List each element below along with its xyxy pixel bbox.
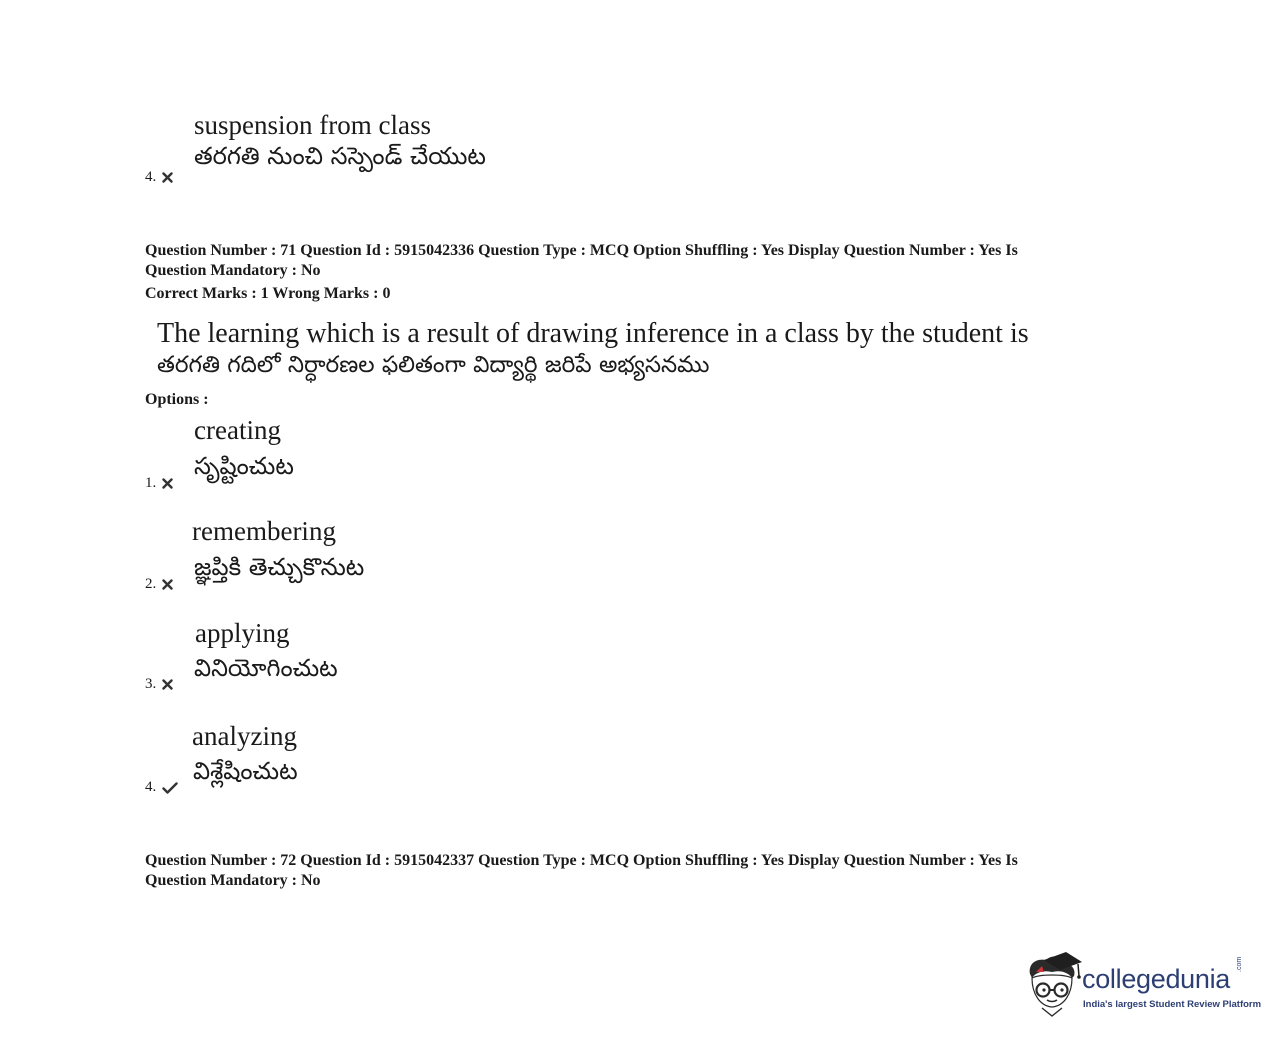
logo-tagline: India's largest Student Review Platform <box>1083 999 1262 1010</box>
mascot-icon <box>1022 950 1084 1022</box>
checkmark-icon <box>162 782 178 793</box>
prev-option-4-telugu: తరగతి నుంచి సస్పెండ్ చేయుట <box>194 142 486 170</box>
option-4-telugu: విశ్లేషించుట <box>193 757 298 785</box>
option-number-label: 2. <box>145 576 157 592</box>
option-3-english: applying <box>195 618 290 648</box>
logo-suffix: .com <box>1236 956 1243 972</box>
option-1-number <box>145 475 173 491</box>
option-number-label: 3. <box>145 676 157 692</box>
question-71-text-telugu: తరగతి గదిలో నిర్ధారణల ఫలితంగా విద్యార్థి జరిపే అభ్యసనము <box>157 352 710 378</box>
question-71-meta-line2: Question Mandatory : No <box>145 262 321 279</box>
prev-option-4-english: suspension from class <box>194 110 431 140</box>
cross-icon <box>162 579 173 590</box>
option-2-english: remembering <box>192 516 336 546</box>
question-72-meta-line2: Question Mandatory : No <box>145 872 321 889</box>
cross-icon <box>162 679 173 690</box>
option-1-telugu: సృష్టించుట <box>194 452 294 480</box>
question-71-marks: Correct Marks : 1 Wrong Marks : 0 <box>145 285 391 302</box>
option-number-label: 1. <box>145 475 157 491</box>
prev-option-4-number <box>145 169 173 185</box>
logo-wordmark: collegedunia <box>1082 964 1231 994</box>
option-4-number <box>145 779 178 795</box>
cross-icon <box>162 172 173 183</box>
option-4-english: analyzing <box>192 721 297 751</box>
option-2-number <box>145 576 173 592</box>
question-71-meta-line1: Question Number : 71 Question Id : 5915042336 Question Type : MCQ Option Shuffling : Yes Display Question Number : Yes Is <box>145 242 1018 259</box>
collegedunia-logo <box>1022 950 1262 1022</box>
option-1-english: creating <box>194 415 281 445</box>
option-3-number <box>145 676 173 692</box>
options-label: Options : <box>145 391 209 408</box>
cross-icon <box>162 478 173 489</box>
question-72-meta-line1: Question Number : 72 Question Id : 5915042337 Question Type : MCQ Option Shuffling : Yes Display Question Number : Yes Is <box>145 852 1018 869</box>
option-number-label: 4. <box>145 779 157 795</box>
option-number-label: 4. <box>145 169 157 185</box>
question-71-text-english: The learning which is a result of drawing inference in a class by the student is <box>157 318 1029 349</box>
option-3-telugu: వినియోగించుట <box>194 654 338 682</box>
option-2-telugu: జ్ఞప్తికి తెచ్చుకొనుట <box>194 553 365 581</box>
